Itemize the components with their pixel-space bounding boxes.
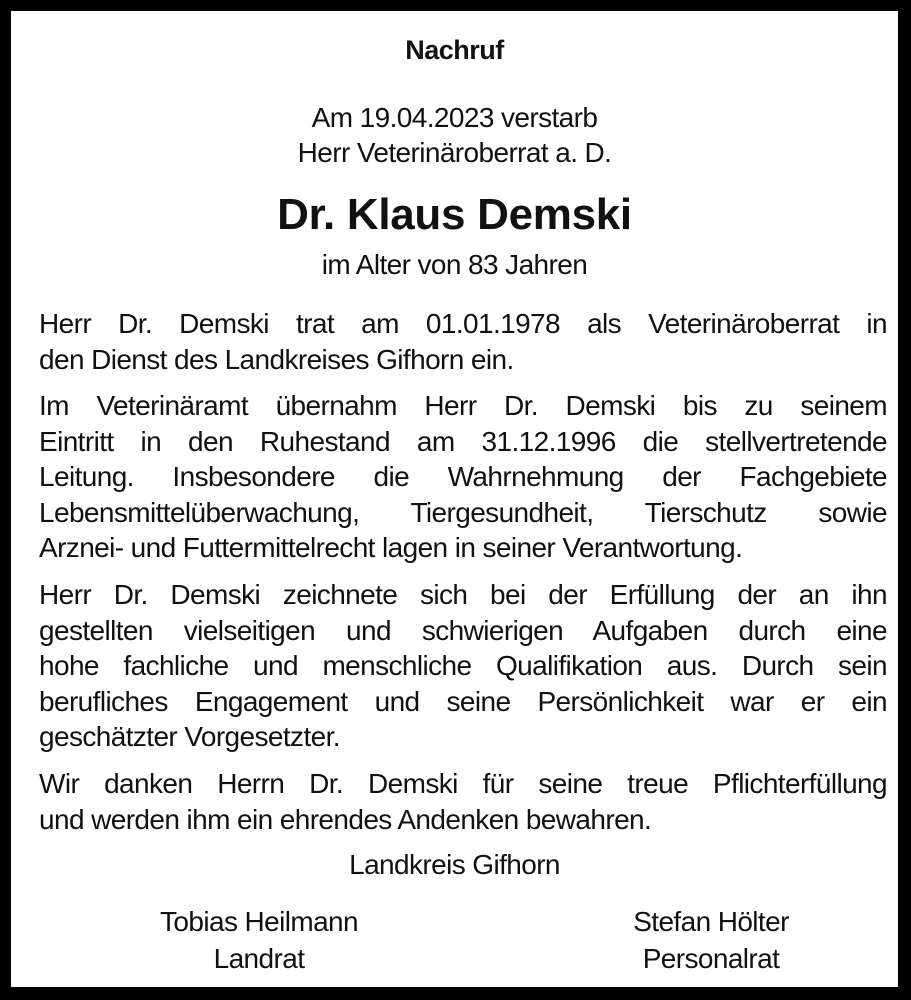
age-line: im Alter von 83 Jahren bbox=[321, 249, 588, 280]
paragraph-line: Arznei- und Futtermittelrecht lagen in seiner Verantwortung. bbox=[39, 532, 743, 563]
paragraph-line: Lebensmittelüberwachung, Tiergesundheit, Tierschutz sowie bbox=[39, 496, 887, 528]
intro-line-title: Herr Veterinäroberrat a. D. bbox=[297, 137, 612, 168]
signatory-left bbox=[99, 903, 419, 977]
paragraph-appreciation bbox=[39, 577, 887, 755]
obituary-notice bbox=[11, 11, 898, 987]
paragraph-thanks bbox=[39, 766, 887, 837]
signatory-name: Stefan Hölter bbox=[633, 906, 789, 937]
paragraph-line: den Dienst des Landkreises Gifhorn ein. bbox=[39, 343, 514, 375]
paragraph-line: und werden ihm ein ehrendes Andenken bewahren. bbox=[39, 803, 652, 835]
paragraph-line: Wir danken Herrn Dr. Demski für seine treue Pflichterfüllung bbox=[39, 768, 887, 799]
heading: Nachruf bbox=[405, 35, 504, 65]
paragraph-line: Im Veterinäramt übernahm Herr Dr. Demski bis zu seinem bbox=[39, 390, 887, 421]
signatory-name: Tobias Heilmann bbox=[160, 906, 358, 937]
paragraph-service-start bbox=[39, 306, 887, 377]
paragraph-line: berufliches Engagement und seine Persönlichkeit war er ein bbox=[39, 685, 887, 717]
paragraph-career bbox=[39, 388, 887, 566]
paragraph-line: Leitung. Insbesondere die Wahrnehmung der Fachgebiete bbox=[39, 461, 887, 492]
paragraph-line: Eintritt in den Ruhestand am 31.12.1996 die stellvertretende bbox=[39, 425, 887, 457]
paragraph-line: hohe fachliche und menschliche Qualifikation aus. Durch sein bbox=[39, 650, 887, 681]
signatory-role: Personalrat bbox=[642, 943, 780, 974]
organization: Landkreis Gifhorn bbox=[349, 849, 560, 880]
paragraph-line: gestellten vielseitigen und schwierigen Aufgaben durch eine bbox=[39, 614, 887, 646]
intro-line-date: Am 19.04.2023 verstarb bbox=[311, 102, 598, 133]
paragraph-line: Herr Dr. Demski trat am 01.01.1978 als Veterinäroberrat in bbox=[39, 308, 887, 339]
signatory-right bbox=[551, 903, 871, 977]
paragraph-line: geschätzter Vorgesetzter. bbox=[39, 721, 340, 752]
deceased-name: Dr. Klaus Demski bbox=[277, 190, 632, 239]
signatory-role: Landrat bbox=[213, 943, 305, 974]
paragraph-line: Herr Dr. Demski zeichnete sich bei der Erfüllung der an ihn bbox=[39, 579, 887, 610]
